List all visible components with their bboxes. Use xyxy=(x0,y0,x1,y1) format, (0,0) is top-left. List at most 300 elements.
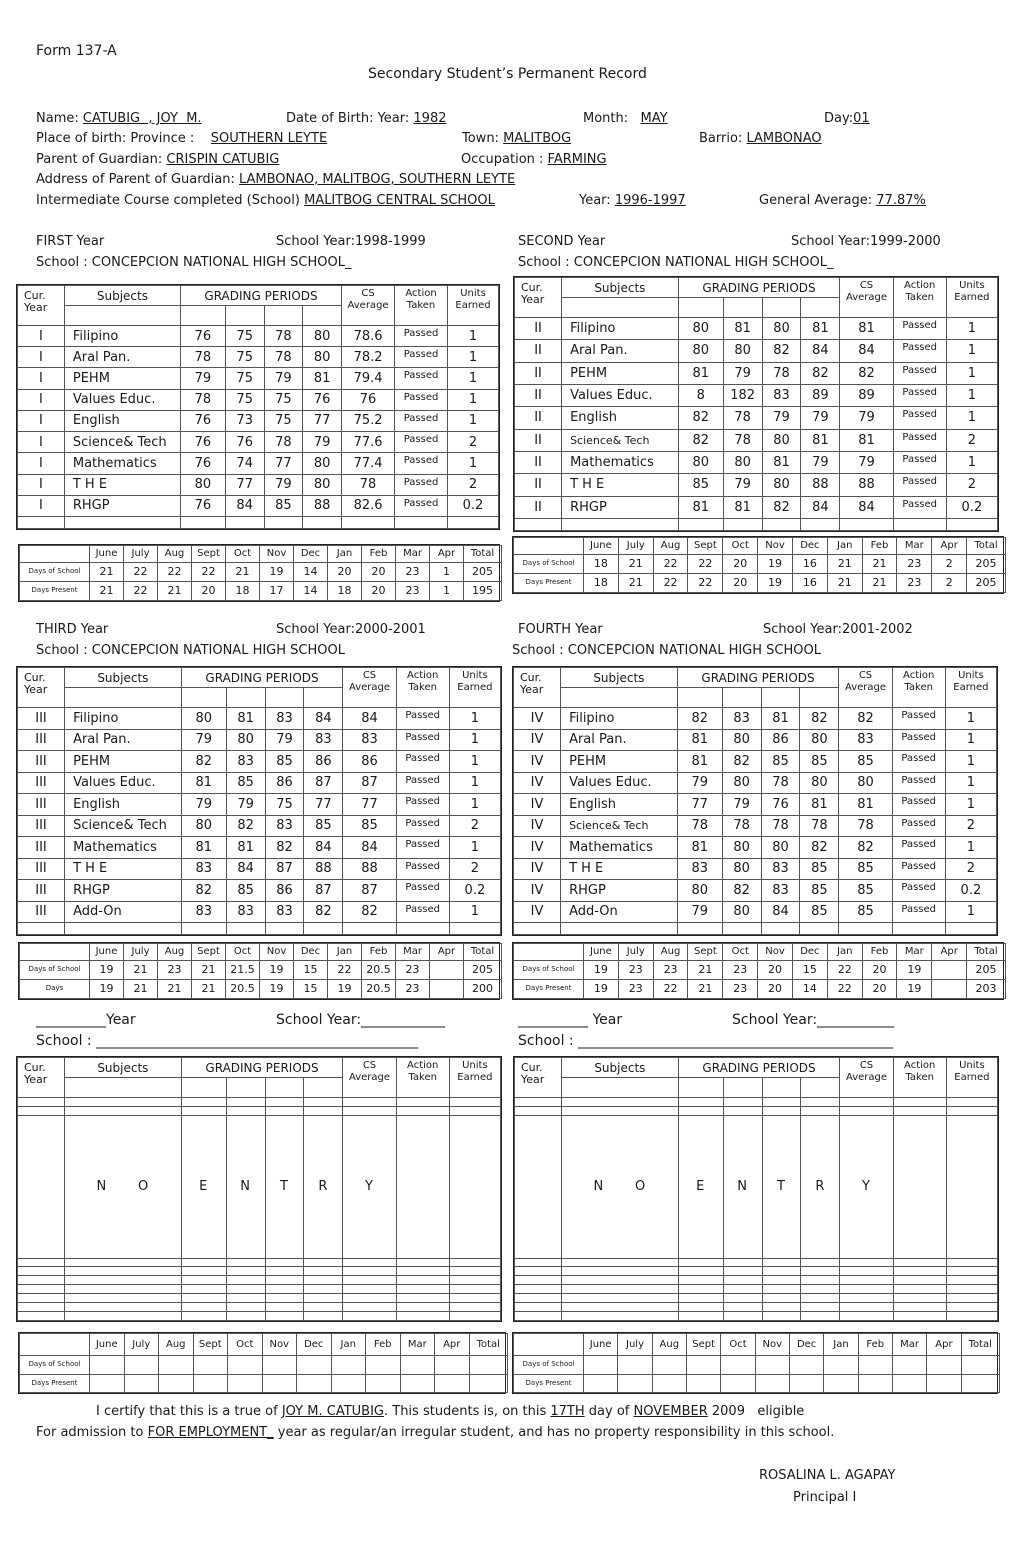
month-header: July xyxy=(124,546,158,563)
attendance-value: 21 xyxy=(192,979,226,998)
cs-average-cell: 78 xyxy=(342,474,395,495)
attendance-row-label: Days of School xyxy=(514,960,584,979)
action-taken-header xyxy=(892,668,945,708)
units-earned-cell: 1 xyxy=(449,708,500,730)
empty-cell xyxy=(396,1303,449,1312)
empty-cell xyxy=(562,298,679,318)
subject-cell: PEHM xyxy=(65,751,182,773)
grade-q2-cell: 84 xyxy=(226,858,265,880)
cur-year-header xyxy=(514,668,561,708)
months-row xyxy=(20,1334,508,1356)
empty-cell xyxy=(181,923,226,935)
grades-table xyxy=(16,666,502,936)
attendance-value: 21 xyxy=(192,960,226,979)
empty-cell xyxy=(789,1374,823,1392)
grade-q3-cell: 81 xyxy=(762,451,801,473)
empty-cell xyxy=(515,1276,562,1285)
cur-year-cell: IV xyxy=(514,815,561,837)
empty-cell xyxy=(515,1267,562,1276)
attendance-value: 21 xyxy=(688,979,723,998)
cs-average-cell: 82 xyxy=(343,901,396,923)
cur-year-cell: III xyxy=(18,751,65,773)
table-row xyxy=(514,901,997,923)
empty-cell xyxy=(801,1276,840,1285)
empty-cell xyxy=(297,1374,332,1392)
grade-q4-cell: 87 xyxy=(304,772,343,794)
units-label: Units xyxy=(462,1060,488,1071)
subject-cell: Science& Tech xyxy=(65,815,182,837)
empty-cell xyxy=(264,306,303,326)
attendance-value: 15 xyxy=(294,960,328,979)
grades-table xyxy=(16,1056,502,1322)
subjects-header: Subjects xyxy=(561,668,678,688)
table-row xyxy=(515,384,998,406)
grade-q3-cell: 80 xyxy=(762,318,801,340)
month-header: July xyxy=(618,1334,652,1356)
attendance-value: 22 xyxy=(653,554,688,573)
attendance-value: 20 xyxy=(723,573,758,592)
attendance-table xyxy=(18,942,500,1000)
subject-cell: Aral Pan. xyxy=(561,729,678,751)
table-row xyxy=(515,1294,998,1303)
grade-q2-cell: 80 xyxy=(722,837,761,859)
units-earned-cell: 1 xyxy=(448,347,499,368)
table-row xyxy=(18,1258,501,1267)
action-taken-cell: Passed xyxy=(395,453,448,474)
empty-cell xyxy=(893,1115,946,1258)
action-taken-cell: Passed xyxy=(893,340,946,362)
empty-cell xyxy=(858,1374,892,1392)
units-earned-cell: 1 xyxy=(945,729,996,751)
table-row xyxy=(515,1303,998,1312)
attendance-value: 23 xyxy=(897,554,932,573)
subject-cell: English xyxy=(64,410,180,431)
empty-cell xyxy=(449,1106,500,1115)
attendance-value: 20 xyxy=(862,960,897,979)
month-header: Dec xyxy=(792,944,827,961)
empty-cell xyxy=(343,1258,396,1267)
empty-cell xyxy=(265,1267,304,1276)
empty-cell xyxy=(723,1267,762,1276)
empty-cell xyxy=(304,1267,343,1276)
empty-cell xyxy=(618,1356,652,1374)
empty-cell xyxy=(761,923,800,935)
units-earned-header xyxy=(946,1058,997,1098)
grade-q4-cell: 81 xyxy=(801,429,840,451)
empty-cell xyxy=(678,1258,723,1267)
action-taken-cell: Passed xyxy=(396,837,449,859)
attendance-value: 22 xyxy=(688,554,723,573)
action-label: Action xyxy=(407,670,439,681)
empty-cell xyxy=(304,1311,343,1320)
empty-cell xyxy=(343,1294,396,1303)
grade-q3-cell: 75 xyxy=(264,410,303,431)
grade-q3-cell: 79 xyxy=(264,474,303,495)
cur-label: Cur. xyxy=(521,1061,543,1074)
attendance-value: 19 xyxy=(260,562,294,581)
attendance-value: 21 xyxy=(618,573,653,592)
empty-cell xyxy=(755,1374,789,1392)
table-row xyxy=(18,1303,501,1312)
units-earned-cell: 1 xyxy=(448,326,499,347)
empty-cell xyxy=(65,1078,182,1098)
cur-year-cell: II xyxy=(515,496,562,518)
empty-cell xyxy=(678,1098,723,1107)
empty-cell xyxy=(181,1294,226,1303)
grade-q1-cell: 80 xyxy=(678,340,723,362)
cs-average-cell: 89 xyxy=(840,384,893,406)
empty-cell xyxy=(18,923,65,935)
grade-q2-cell: 79 xyxy=(723,474,762,496)
attendance-value: 16 xyxy=(792,554,827,573)
taken-label: Taken xyxy=(905,292,934,303)
empty-cell xyxy=(449,1311,500,1320)
empty-cell xyxy=(449,1276,500,1285)
empty-cell xyxy=(946,1267,997,1276)
attendance-value: 23 xyxy=(396,562,430,581)
table-row xyxy=(515,1311,998,1320)
empty-cell xyxy=(761,688,800,708)
dob-day: 01 xyxy=(853,111,870,126)
grade-q2-cell: 78 xyxy=(723,429,762,451)
cs-label: CS xyxy=(859,280,874,291)
empty-cell xyxy=(723,1311,762,1320)
year-label: Year xyxy=(24,301,48,314)
cs-average-cell: 86 xyxy=(343,751,396,773)
grade-q1-cell: 81 xyxy=(181,837,226,859)
month-header: Nov xyxy=(260,546,294,563)
empty-cell xyxy=(449,1294,500,1303)
empty-cell xyxy=(946,1285,997,1294)
cert-text-f: year as regular/an irregular student, and has no property responsibility in this school. xyxy=(277,1425,835,1440)
taken-label: Taken xyxy=(904,682,933,693)
empty-cell xyxy=(181,1276,226,1285)
table-row xyxy=(18,432,499,453)
cur-year-cell: III xyxy=(18,837,65,859)
cs-average-cell: 85 xyxy=(839,751,892,773)
units-earned-cell: 1 xyxy=(448,453,499,474)
cs-average-cell: 78.2 xyxy=(342,347,395,368)
form-number: Form 137-A xyxy=(36,43,117,59)
subject-cell: English xyxy=(65,794,182,816)
cs-average-cell: 85 xyxy=(839,901,892,923)
grade-q3-cell: 85 xyxy=(761,751,800,773)
attendance-value: 21 xyxy=(688,960,723,979)
subject-cell: RHGP xyxy=(65,880,182,902)
empty-cell xyxy=(265,1303,304,1312)
empty-cell xyxy=(65,1294,182,1303)
attendance-value: 19 xyxy=(90,960,124,979)
empty-cell xyxy=(181,306,226,326)
action-label: Action xyxy=(904,1060,936,1071)
grade-q2-cell: 73 xyxy=(225,410,264,431)
empty-cell xyxy=(561,923,678,935)
empty-cell xyxy=(762,298,801,318)
no-entry-letter: R xyxy=(304,1115,343,1258)
grade-q4-cell: 88 xyxy=(303,495,342,516)
attendance-row-label: Days of School xyxy=(514,1356,584,1374)
empty-cell xyxy=(893,1311,946,1320)
days-present-row xyxy=(514,1374,1000,1392)
table-row xyxy=(18,1106,501,1115)
empty-cell xyxy=(304,923,343,935)
attendance-value: 23 xyxy=(618,960,653,979)
taken-label: Taken xyxy=(408,682,437,693)
month-header: Apr xyxy=(430,944,464,961)
grade-q4-cell: 85 xyxy=(800,901,839,923)
empty-cell xyxy=(677,688,722,708)
barrio: LAMBONAO xyxy=(746,131,822,146)
subjects-header: Subjects xyxy=(562,1058,679,1078)
year-heading: FOURTH Year xyxy=(518,622,603,637)
grade-q1-cell: 82 xyxy=(181,751,226,773)
month-header: Sept xyxy=(192,546,226,563)
empty-cell xyxy=(723,1078,762,1098)
cs-average-cell: 84 xyxy=(343,708,396,730)
table-row xyxy=(514,708,997,730)
empty-cell xyxy=(722,688,761,708)
empty-cell xyxy=(303,517,342,529)
cs-average-header xyxy=(343,1058,396,1098)
month-header: Mar xyxy=(897,538,932,555)
empty-cell xyxy=(265,1078,304,1098)
grade-q4-cell: 80 xyxy=(303,474,342,495)
attendance-value: 20 xyxy=(362,581,396,600)
empty-cell xyxy=(722,923,761,935)
table-row xyxy=(514,729,997,751)
cur-year-cell: II xyxy=(515,451,562,473)
months-row xyxy=(514,944,1006,961)
cur-year-cell: II xyxy=(515,384,562,406)
cur-year-header xyxy=(515,278,562,318)
empty-cell xyxy=(840,1267,893,1276)
subject-cell: English xyxy=(562,407,679,429)
cur-year-cell: III xyxy=(18,729,65,751)
grade-q2-cell: 83 xyxy=(226,901,265,923)
cur-year-cell: II xyxy=(515,429,562,451)
earned-label: Earned xyxy=(455,300,491,311)
action-taken-cell: Passed xyxy=(892,901,945,923)
grade-q1-cell: 83 xyxy=(181,858,226,880)
grading-periods-header: GRADING PERIODS xyxy=(181,668,343,688)
units-earned-cell: 1 xyxy=(449,772,500,794)
table-row xyxy=(515,318,998,340)
grade-q2-cell: 85 xyxy=(226,880,265,902)
grade-q1-cell: 82 xyxy=(678,407,723,429)
grade-q2-cell: 182 xyxy=(723,384,762,406)
empty-cell xyxy=(366,1374,401,1392)
table-row xyxy=(18,708,501,730)
grade-q3-cell: 86 xyxy=(761,729,800,751)
empty-cell xyxy=(893,1294,946,1303)
empty-cell xyxy=(801,1285,840,1294)
signatory-title: Principal I xyxy=(793,1490,857,1505)
empty-cell xyxy=(18,1106,65,1115)
attendance-value: 22 xyxy=(688,573,723,592)
table-row xyxy=(18,729,501,751)
grade-q1-cell: 81 xyxy=(678,496,723,518)
day-line xyxy=(824,111,870,127)
grade-q4-cell: 87 xyxy=(304,880,343,902)
units-earned-cell: 2 xyxy=(945,858,996,880)
grade-q2-cell: 75 xyxy=(225,347,264,368)
school-year: School Year:1999-2000 xyxy=(791,234,941,249)
action-taken-cell: Passed xyxy=(395,495,448,516)
empty-cell xyxy=(448,517,499,529)
empty-cell xyxy=(723,1106,762,1115)
empty-cell xyxy=(840,519,893,531)
empty-cell xyxy=(396,1106,449,1115)
table-row xyxy=(18,453,499,474)
month-header: Aug xyxy=(652,1334,686,1356)
subject-cell: Values Educ. xyxy=(64,389,180,410)
month-line xyxy=(583,111,668,127)
cs-average-header xyxy=(342,286,395,326)
year-heading: __________ Year xyxy=(518,1012,623,1028)
year-label: Year xyxy=(24,683,48,696)
town-label: Town: xyxy=(462,131,499,146)
header-row xyxy=(515,278,998,298)
empty-cell xyxy=(18,1303,65,1312)
school-year: School Year:1998-1999 xyxy=(276,234,426,249)
grade-q3-cell: 78 xyxy=(264,347,303,368)
attendance-table xyxy=(18,1332,506,1394)
month-header: Apr xyxy=(927,1334,961,1356)
empty-cell xyxy=(723,1285,762,1294)
subject-cell: Science& Tech xyxy=(562,429,679,451)
attendance-value: 1 xyxy=(430,581,464,600)
header-row xyxy=(18,286,499,306)
days-of-school-row xyxy=(514,554,1006,573)
empty-cell xyxy=(562,1098,679,1107)
cert-text-a: I certify that this is a true of xyxy=(96,1404,278,1419)
units-earned-cell: 1 xyxy=(449,751,500,773)
empty-cell xyxy=(124,1356,159,1374)
empty-cell xyxy=(961,1374,999,1392)
subject-cell: RHGP xyxy=(561,880,678,902)
empty-cell xyxy=(801,1294,840,1303)
year-label: Year xyxy=(521,293,545,306)
table-row xyxy=(18,1276,501,1285)
empty-cell xyxy=(755,1356,789,1374)
parent: CRISPIN CATUBIG xyxy=(166,152,280,167)
subject-cell: Mathematics xyxy=(562,451,679,473)
cs-average-cell: 87 xyxy=(343,880,396,902)
subjects-header: Subjects xyxy=(65,1058,182,1078)
cs-average-cell: 82.6 xyxy=(342,495,395,516)
grade-q2-cell: 79 xyxy=(723,362,762,384)
subject-cell: T H E xyxy=(561,858,678,880)
action-taken-header xyxy=(395,286,448,326)
grade-q4-cell: 77 xyxy=(304,794,343,816)
attendance-value: 14 xyxy=(294,562,328,581)
units-earned-cell: 2 xyxy=(448,432,499,453)
grade-q4-cell: 82 xyxy=(304,901,343,923)
action-taken-cell: Passed xyxy=(892,880,945,902)
table-row xyxy=(18,815,501,837)
empty-cell xyxy=(946,1303,997,1312)
empty-cell xyxy=(226,1098,265,1107)
empty-cell xyxy=(228,1356,263,1374)
table-row xyxy=(18,923,501,935)
address: LAMBONAO, MALITBOG, SOUTHERN LEYTE xyxy=(238,172,516,187)
empty-cell xyxy=(265,1311,304,1320)
grade-q4-cell: 79 xyxy=(801,407,840,429)
cur-year-cell: II xyxy=(515,474,562,496)
empty-cell xyxy=(304,1276,343,1285)
table-row xyxy=(514,858,997,880)
cs-label: CS xyxy=(858,670,873,681)
attendance-value: 19 xyxy=(758,554,793,573)
empty-cell xyxy=(449,1098,500,1107)
cs-average-cell: 81 xyxy=(840,318,893,340)
grading-periods-header: GRADING PERIODS xyxy=(677,668,839,688)
table-row xyxy=(515,496,998,518)
units-earned-cell: 1 xyxy=(945,901,996,923)
attendance-value: 21 xyxy=(618,554,653,573)
no-entry-cell xyxy=(65,1115,182,1258)
cs-average-cell: 79 xyxy=(840,407,893,429)
subject-cell: Aral Pan. xyxy=(562,340,679,362)
cs-average-cell: 84 xyxy=(840,340,893,362)
units-earned-cell: 0.2 xyxy=(448,495,499,516)
empty-cell xyxy=(303,306,342,326)
table-row xyxy=(18,837,501,859)
attendance-value: 22 xyxy=(827,979,862,998)
cur-year-cell: I xyxy=(18,432,65,453)
attendance-value: 19 xyxy=(897,979,932,998)
grade-q4-cell: 80 xyxy=(800,772,839,794)
cur-year-header xyxy=(18,668,65,708)
month-header: Feb xyxy=(858,1334,892,1356)
table-row xyxy=(514,880,997,902)
no-entry-letter: Y xyxy=(343,1115,396,1258)
attendance-value: 23 xyxy=(653,960,688,979)
month-header: Mar xyxy=(897,944,932,961)
attendance-table xyxy=(512,942,1004,1000)
month-header: Sept xyxy=(686,1334,720,1356)
cs-average-cell: 78 xyxy=(839,815,892,837)
grade-q4-cell: 79 xyxy=(303,432,342,453)
empty-cell xyxy=(262,1356,297,1374)
empty-cell xyxy=(226,1106,265,1115)
grade-q1-cell: 79 xyxy=(677,772,722,794)
grade-q1-cell: 82 xyxy=(181,880,226,902)
subject-cell: Add-On xyxy=(561,901,678,923)
table-row xyxy=(515,407,998,429)
grade-q4-cell: 89 xyxy=(801,384,840,406)
table-row xyxy=(18,389,499,410)
action-label: Action xyxy=(904,280,936,291)
average-label: Average xyxy=(347,300,389,311)
action-taken-cell: Passed xyxy=(396,901,449,923)
empty-cell xyxy=(562,1285,679,1294)
month-header: Oct xyxy=(226,546,260,563)
attendance-value: 21 xyxy=(90,562,124,581)
empty-cell xyxy=(181,1078,226,1098)
grade-q4-cell: 78 xyxy=(800,815,839,837)
empty-cell xyxy=(801,1311,840,1320)
empty-cell xyxy=(515,1106,562,1115)
days-of-school-row xyxy=(514,960,1006,979)
grade-q1-cell: 76 xyxy=(181,453,226,474)
attendance-value xyxy=(430,979,464,998)
attendance-value: 21 xyxy=(862,573,897,592)
year-label: Year xyxy=(520,683,544,696)
year-heading: FIRST Year xyxy=(36,234,105,249)
empty-cell xyxy=(90,1374,125,1392)
parent-line xyxy=(36,152,279,168)
